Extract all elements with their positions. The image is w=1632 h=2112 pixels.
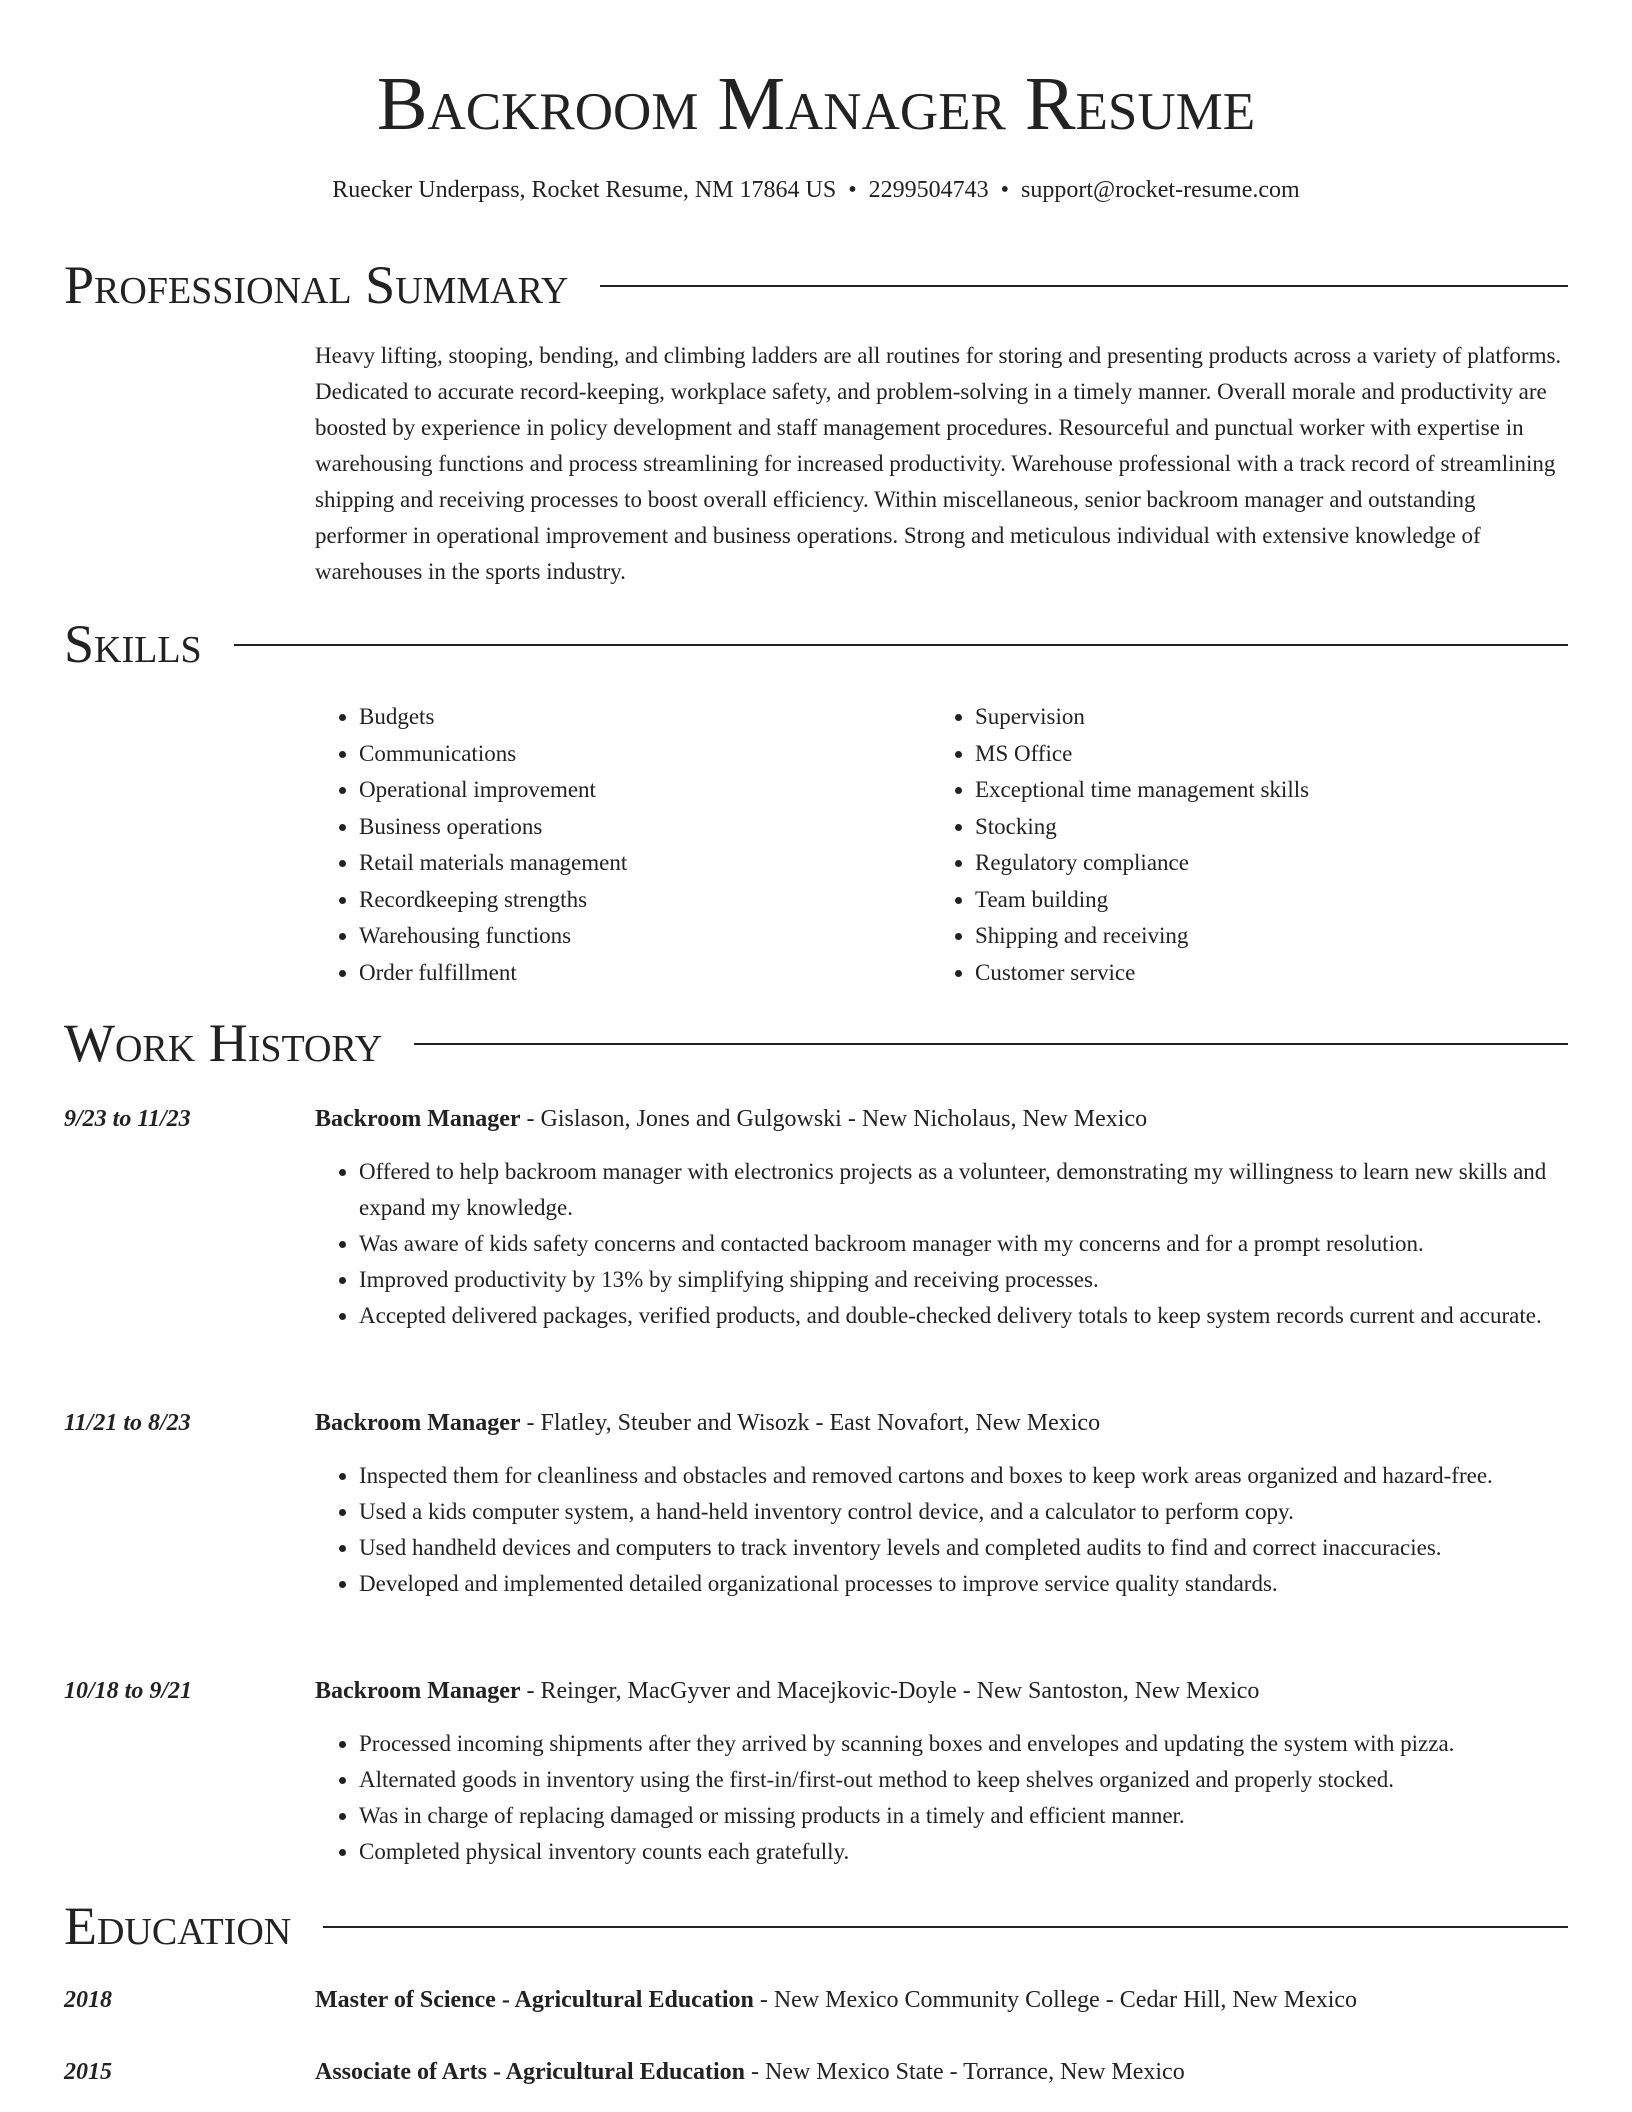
job-entry [64,1673,1568,1870]
education-year: 2015 [64,2059,112,2085]
contact-line [0,174,1632,206]
skill-item: • Team building [975,882,1547,919]
job-bullet: • Alternated goods in inventory using the first-in/first-out method to keep shelves organized and properly stocked. [359,1762,1568,1798]
skill-item: • Shipping and receiving [975,918,1547,955]
job-bullet: • Was in charge of replacing damaged or missing products in a timely and efficient manner. [359,1798,1568,1834]
education-entry [64,2054,1568,2090]
skill-item: • Budgets [359,699,931,736]
section-divider [234,644,1568,646]
skills-column-right [931,699,1547,991]
section-divider [414,1043,1568,1045]
work-history-section-header [64,1008,1568,1078]
contact-separator: • [1000,177,1010,203]
section-divider [323,1926,1568,1928]
job-bullets [315,1726,1568,1870]
skills-heading: Skills [64,614,202,674]
skill-item: • Communications [359,736,931,773]
skill-item: • Operational improvement [359,772,931,809]
resume-title: Backroom Manager Resume [376,62,1256,146]
education-entry [64,1982,1568,2018]
skills-list [315,699,1568,991]
job-bullet: • Offered to help backroom manager with electronics projects as a volunteer, demonstrating my willingness to learn new skills and expand my knowledge. [359,1154,1568,1226]
job-bullet: • Developed and implemented detailed organizational processes to improve service quality standards. [359,1566,1568,1602]
job-bullet: • Used a kids computer system, a hand-held inventory control device, and a calculator to perform copy. [359,1494,1568,1530]
education-school: - New Mexico Community College - Cedar Hill, New Mexico [753,1987,1358,2013]
contact-address: Ruecker Underpass, Rocket Resume, NM 17864 US [332,177,837,203]
education-school: - New Mexico State - Torrance, New Mexico [744,2059,1185,2085]
job-bullet: • Processed incoming shipments after they arrived by scanning boxes and envelopes and updating the system with pizza. [359,1726,1568,1762]
job-employer: - Reinger, MacGyver and Macejkovic-Doyle - New Santoston, New Mexico [520,1678,1260,1704]
job-bullet: • Used handheld devices and computers to track inventory levels and completed audits to find and correct inaccuracies. [359,1530,1568,1566]
education-line [315,1982,1568,2018]
education-degree: Master of Science - Agricultural Education [315,1987,754,2013]
skill-item: • Regulatory compliance [975,845,1547,882]
summary-text: Heavy lifting, stooping, bending, and climbing ladders are all routines for storing and presenting products across a variety of platforms. Dedicated to accurate record-keeping, workplace safety, and problem-solving in a timely manner. Overall morale and productivity are boosted by experience in policy development and staff management procedures. Resourceful and punctual worker with expertise in warehousing functions and process streamlining for increased productivity. Warehouse professional with a track record of streamlining shipping and receiving processes to boost overall efficiency. Within miscellaneous, senior backroom manager and outstanding performer in operational improvement and business operations. Strong and meticulous individual with extensive knowledge of warehouses in the sports industry. [315,343,1562,584]
job-bullets [315,1154,1568,1334]
education-degree: Associate of Arts - Agricultural Education [315,2059,745,2085]
education-line [315,2054,1568,2090]
skill-item: • Customer service [975,955,1547,992]
job-entry [64,1101,1568,1334]
skills-column-left [315,699,931,991]
summary-heading: Professional Summary [64,255,569,315]
summary-section-header [64,250,1568,320]
skill-item: • Retail materials management [359,845,931,882]
job-bullet: • Improved productivity by 13% by simplifying shipping and receiving processes. [359,1262,1568,1298]
job-bullet: • Was aware of kids safety concerns and contacted backroom manager with my concerns and for a prompt resolution. [359,1226,1568,1262]
skill-item: • Exceptional time management skills [975,772,1547,809]
job-title: Backroom Manager [315,1106,521,1132]
work-history-heading: Work History [64,1013,383,1073]
job-title: Backroom Manager [315,1410,521,1436]
job-heading [315,1101,1568,1137]
job-dates: 10/18 to 9/21 [64,1678,193,1704]
job-heading [315,1673,1568,1709]
job-title: Backroom Manager [315,1678,521,1704]
contact-email[interactable]: support@rocket-resume.com [1021,177,1300,203]
job-entry [64,1405,1568,1602]
job-employer: - Gislason, Jones and Gulgowski - New Nicholaus, New Mexico [520,1106,1148,1132]
contact-separator: • [848,177,857,203]
skill-item: • Stocking [975,809,1547,846]
contact-phone: 2299504743 [868,177,989,203]
education-heading: Education [64,1896,292,1956]
skill-item: • Warehousing functions [359,918,931,955]
skills-section-header [64,609,1568,679]
skill-item: • Business operations [359,809,931,846]
job-employer: - Flatley, Steuber and Wisozk - East Novafort, New Mexico [520,1410,1101,1436]
section-divider [600,285,1568,287]
job-bullet: • Completed physical inventory counts each gratefully. [359,1834,1568,1870]
skill-item: • Order fulfillment [359,955,931,992]
job-bullet: • Inspected them for cleanliness and obstacles and removed cartons and boxes to keep work areas organized and hazard-free. [359,1458,1568,1494]
job-dates: 9/23 to 11/23 [64,1106,191,1132]
skill-item: • MS Office [975,736,1547,773]
job-bullets [315,1458,1568,1602]
job-dates: 11/21 to 8/23 [64,1410,191,1436]
job-bullet: • Accepted delivered packages, verified products, and double-checked delivery totals to keep system records current and accurate. [359,1298,1568,1334]
education-section-header [64,1891,1568,1961]
skill-item: • Recordkeeping strengths [359,882,931,919]
education-year: 2018 [64,1987,112,2013]
job-heading [315,1405,1568,1441]
skill-item: • Supervision [975,699,1547,736]
